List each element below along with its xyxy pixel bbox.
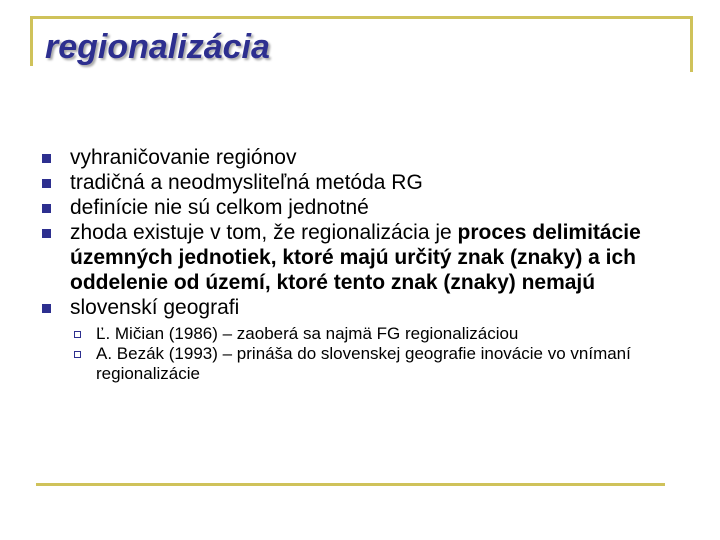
frame-left-line [30,16,33,66]
bullet-text: vyhraničovanie regiónov [70,146,297,169]
bullet-item [40,145,680,170]
sub-bullet-item [40,344,680,384]
frame-top-line [30,16,693,19]
square-bullet-icon [42,179,51,188]
frame-right-line [690,16,693,72]
hollow-square-bullet-icon [74,331,81,338]
bullet-list [40,145,680,384]
square-bullet-icon [42,304,51,313]
sub-bullet-item [40,324,680,344]
square-bullet-icon [42,229,51,238]
bullet-item [40,295,680,320]
frame-bottom-line [36,483,665,486]
bullet-text: zhoda existuje v tom, že regionalizácia je [70,221,458,244]
bullet-text: definície nie sú celkom jednotné [70,196,369,219]
square-bullet-icon [42,154,51,163]
sub-bullet-text: Ľ. Mičian (1986) – zaoberá sa najmä FG regionalizáciou [96,324,519,343]
bullet-text: slovenskí geografi [70,296,240,319]
sub-bullet-list [40,324,680,384]
bullet-bold-text: proces delimitácie územných jednotiek, ktoré majú určitý znak (znaky) a ich oddelenie od území, ktoré tento znak (znaky) nemajú [70,221,641,294]
hollow-square-bullet-icon [74,351,81,358]
bullet-item [40,195,680,220]
bullet-text: tradičná a neodmysliteľná metóda RG [70,171,423,194]
slide-title: regionalizácia [45,28,270,66]
bullet-item [40,220,680,295]
sub-bullet-text: A. Bezák (1993) – prináša do slovenskej geografie inovácie vo vnímaní regionalizácie [96,344,631,383]
bullet-item [40,170,680,195]
square-bullet-icon [42,204,51,213]
